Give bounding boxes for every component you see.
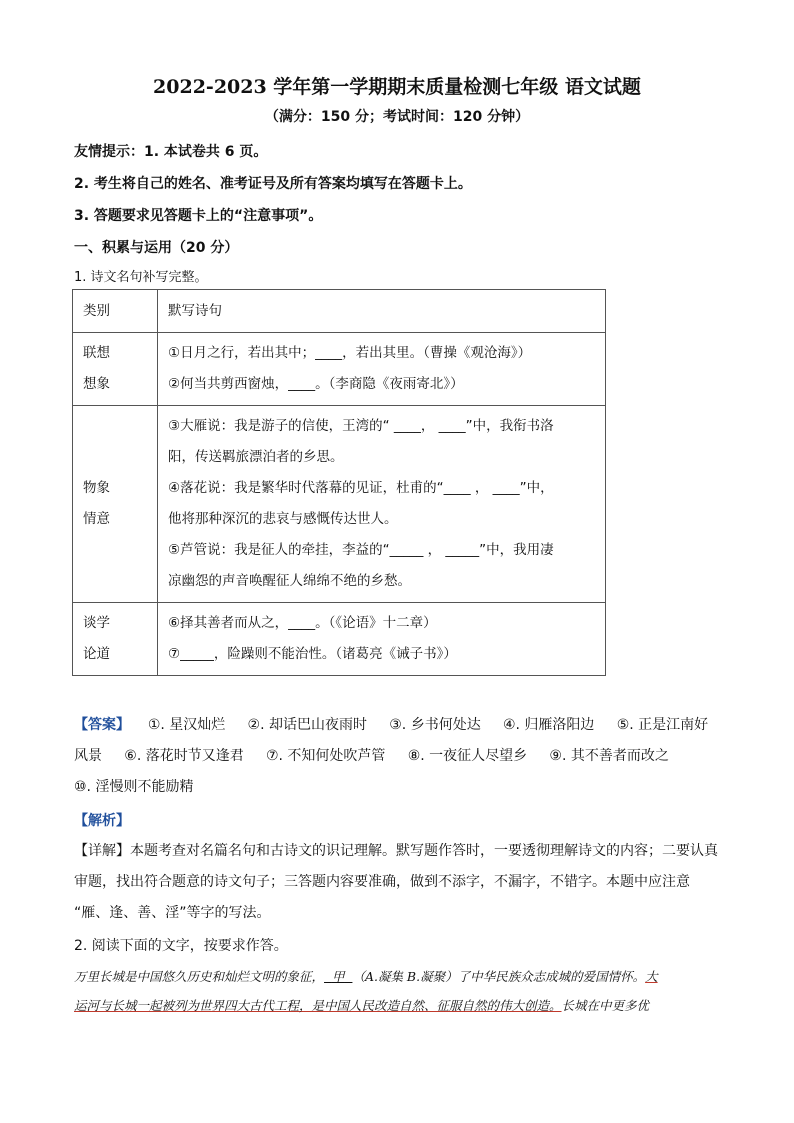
category-text: 论道 — [83, 646, 110, 662]
table-cell-poems — [158, 603, 606, 676]
analysis-detail — [74, 836, 724, 929]
poem-line: ③大雁说：我是游子的信使，王湾的“ ____， ____”中，我衔书洛 — [168, 418, 554, 434]
answer-item: ⑤. 正是江南好风景 — [74, 717, 709, 764]
poem-line: ⑤芦管说：我是征人的牵挂，李益的“_____ ， _____”中，我用凄 — [168, 542, 554, 558]
table-cell-poems — [158, 333, 606, 406]
answer-block — [74, 710, 722, 803]
answer-item: ⑩. 淫慢则不能励精 — [74, 779, 194, 795]
table-row — [73, 333, 606, 406]
category-text: 联想 — [83, 345, 110, 361]
answer-item: ⑧. 一夜征人尽望乡 — [407, 748, 528, 764]
category-text: 谈学 — [83, 615, 110, 631]
category-text: 情意 — [83, 511, 110, 527]
answer-item: ③. 乡书何处达 — [389, 717, 481, 733]
poem-line: ②何当共剪西窗烛，____。（李商隐《夜雨寄北》） — [168, 376, 464, 392]
answer-label: 【答案】 — [74, 717, 130, 733]
question-1-prompt: 1. 诗文名句补写完整。 — [74, 270, 208, 285]
note-line-2: 2. 考生将自己的姓名、准考证号及所有答案均填写在答题卡上。 — [74, 176, 472, 192]
table-header-poems: 默写诗句 — [158, 290, 606, 333]
passage-text: （A.凝集 B.凝聚）了中华民族众志成城的爱国情怀。 — [352, 969, 646, 984]
poem-line: 他将那种深沉的悲哀与感慨传达世人。 — [168, 511, 398, 527]
reading-passage — [74, 962, 724, 1020]
blank-label: 甲 — [331, 969, 345, 984]
exam-info: （满分：150 分；考试时间：120 分钟） — [264, 109, 530, 125]
analysis-text: “雁、逢、善、淫”等字的写法。 — [74, 905, 271, 921]
table-header-category: 类别 — [73, 290, 158, 333]
section-heading: 一、积累与运用（20 分） — [74, 240, 239, 256]
poem-line: 凉幽怨的声音唤醒征人绵绵不绝的乡愁。 — [168, 573, 411, 589]
table-cell-category — [73, 406, 158, 603]
passage-text: 万里长城是中国悠久历史和灿烂文明的象征， — [74, 969, 325, 984]
passage-underlined: 运河与长城一起被列为世界四大古代工程，是中国人民改造自然、征服自然的伟大创造。 — [74, 998, 562, 1013]
note-line-3: 3. 答题要求见答题卡上的“注意事项”。 — [74, 208, 323, 224]
passage-text: 长城在中更多优 — [561, 998, 650, 1013]
table-row — [73, 290, 606, 333]
table-row — [73, 603, 606, 676]
passage-underlined: 大 — [645, 969, 658, 984]
analysis-text: 审题，找出符合题意的诗文句子；三答题内容要准确，做到不添字，不漏字，不错字。本题中应注意 — [74, 874, 690, 890]
category-text: 想象 — [83, 376, 110, 392]
poem-line: ④落花说：我是繁华时代落幕的见证，杜甫的“____ ， ____”中， — [168, 480, 554, 496]
poem-line: ⑦_____，险躁则不能治性。（诸葛亮《诫子书》） — [168, 646, 457, 662]
poem-line: ⑥择其善者而从之，____。（《论语》十二章） — [168, 615, 437, 631]
table-cell-poems — [158, 406, 606, 603]
page-title: 2022-2023 学年第一学期期末质量检测七年级 语文试题 — [153, 76, 641, 98]
table-cell-category — [73, 333, 158, 406]
poem-line: 阳，传送羁旅漂泊者的乡思。 — [168, 449, 344, 465]
answer-item: ①. 星汉灿烂 — [147, 717, 226, 733]
answer-item: ④. 归雁洛阳边 — [502, 717, 595, 733]
analysis-text: 本题考查对名篇名句和古诗文的识记理解。默写题作答时，一要透彻理解诗文的内容；二要认真 — [130, 843, 718, 859]
table-cell-category — [73, 603, 158, 676]
passage-blank-jia — [324, 969, 352, 984]
table-row — [73, 406, 606, 603]
analysis-label: 【解析】 — [74, 813, 130, 829]
note-line-1: 友情提示：1. 本试卷共 6 页。 — [74, 144, 268, 160]
answer-item: ⑥. 落花时节又逢君 — [124, 748, 244, 764]
poem-table — [72, 289, 606, 676]
detail-label: 【详解】 — [74, 843, 130, 859]
poem-line: ①日月之行，若出其中；____，若出其里。（曹操《观沧海》） — [168, 345, 532, 361]
answer-item: ②. 却话巴山夜雨时 — [247, 717, 367, 733]
answer-item: ⑦. 不知何处吹芦管 — [265, 748, 386, 764]
question-2-prompt: 2. 阅读下面的文字，按要求作答。 — [74, 938, 288, 954]
category-text: 物象 — [83, 480, 110, 496]
answer-item: ⑨. 其不善者而改之 — [549, 748, 669, 764]
